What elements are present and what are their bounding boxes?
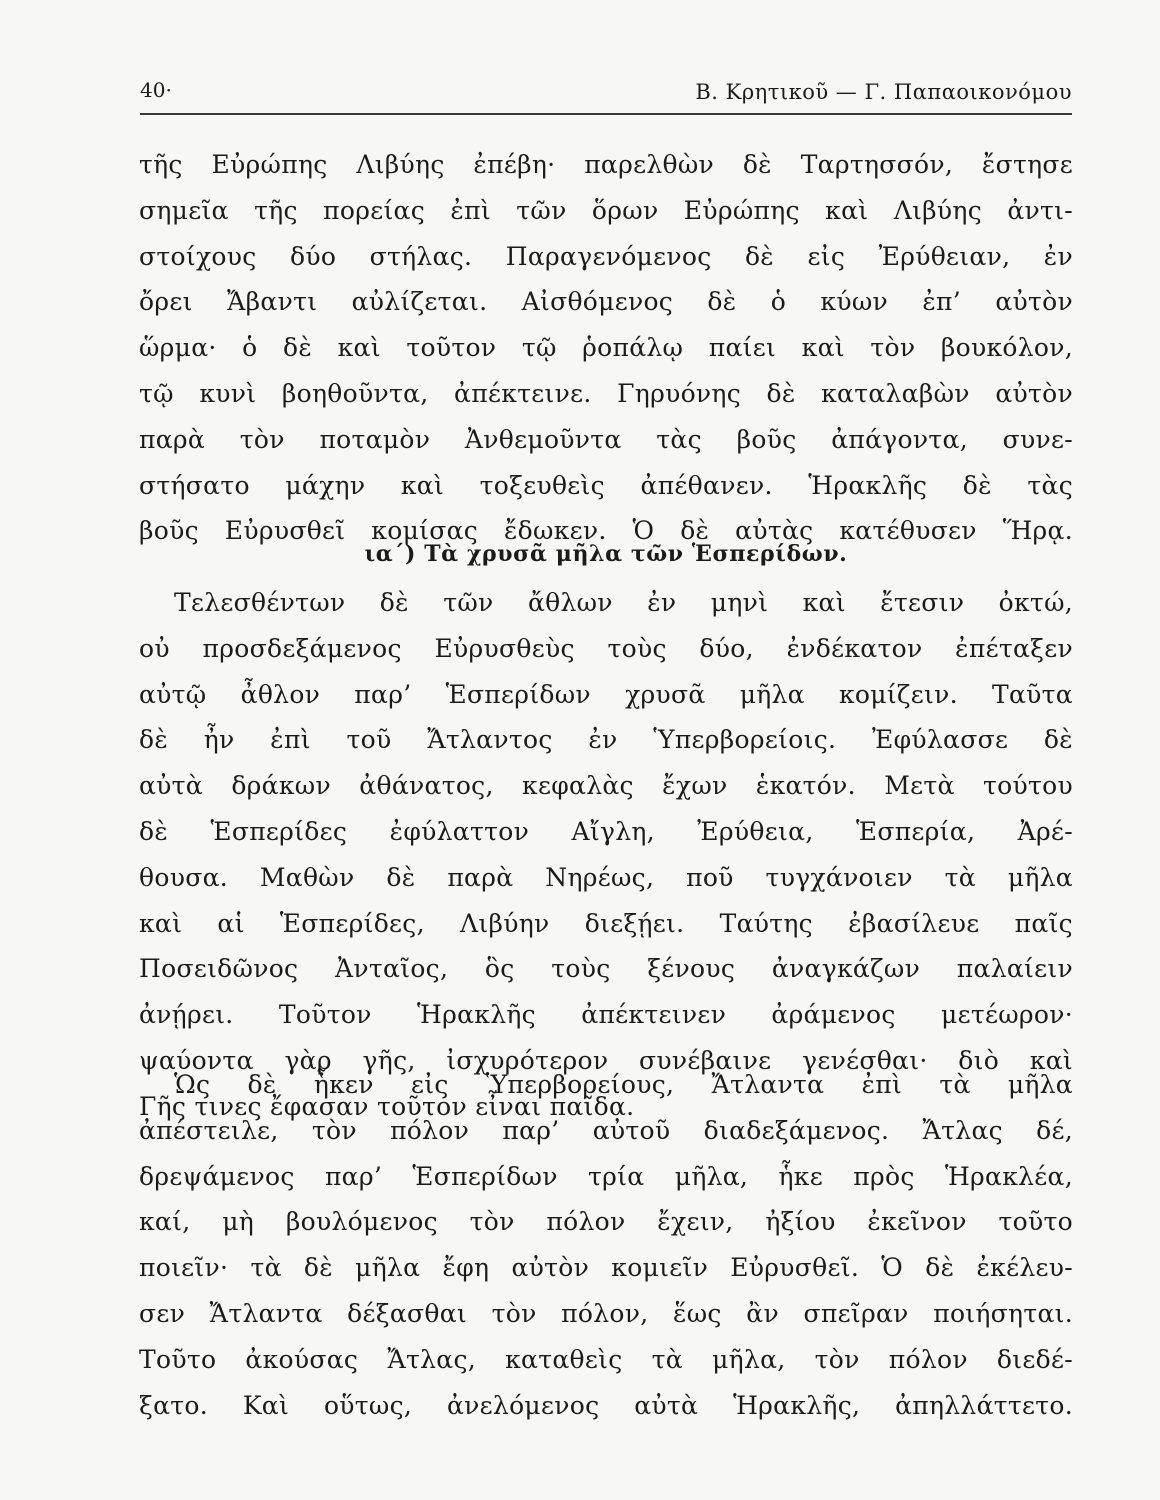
running-head: Β. Κρητικοῦ — Γ. Παπαοικονόμου bbox=[695, 80, 1072, 104]
paragraph-1 bbox=[139, 142, 1073, 554]
text-line: Ποσειδῶνος Ἀνταῖος, ὃς τοὺς ξένους ἀναγκάζων παλαίειν bbox=[139, 954, 1073, 984]
text-line: δὲ Ἑσπερίδες ἐφύλαττον Αἴγλη, Ἐρύθεια, Ἑσπερία, Ἀρέ- bbox=[139, 816, 1073, 846]
text-line: Τελεσθέντων δὲ τῶν ἄθλων ἐν μηνὶ καὶ ἔτεσιν ὀκτώ, bbox=[174, 588, 1073, 617]
page-header bbox=[140, 74, 1072, 110]
text-line: θουσα. Μαθὼν δὲ παρὰ Νηρέως, ποῦ τυγχάνοιεν τὰ μῆλα bbox=[139, 862, 1073, 892]
header-rule bbox=[140, 113, 1072, 115]
text-line: ὥρμα· ὁ δὲ καὶ τοῦτον τῷ ῥοπάλῳ παίει καὶ τὸν βουκόλον, bbox=[139, 333, 1073, 363]
text-line: παρὰ τὸν ποταμὸν Ἀνθεμοῦντα τὰς βοῦς ἀπάγοντα, συνε- bbox=[139, 424, 1073, 454]
text-line: αὐτὰ δράκων ἀθάνατος, κεφαλὰς ἔχων ἑκατόν. Μετὰ τούτου bbox=[139, 771, 1073, 801]
text-line: τῷ κυνὶ βοηθοῦντα, ἀπέκτεινε. Γηρυόνης δὲ καταλαβὼν αὐτὸν bbox=[139, 378, 1073, 408]
text-line: ποιεῖν· τὰ δὲ μῆλα ἔφη αὐτὸν κομιεῖν Εὐρυσθεῖ. Ὁ δὲ ἐκέλευ- bbox=[139, 1253, 1073, 1283]
text-line: καί, μὴ βουλόμενος τὸν πόλον ἔχειν, ἠξίου ἐκεῖνον τοῦτο bbox=[139, 1207, 1073, 1237]
text-line: βοῦς Εὐρυσθεῖ κομίσας ἔδωκεν. Ὁ δὲ αὐτὰς κατέθυσεν Ἥρᾳ. bbox=[139, 516, 1073, 546]
paragraph-3 bbox=[139, 1062, 1073, 1428]
text-line: σημεῖα τῆς πορείας ἐπὶ τῶν ὅρων Εὐρώπης καὶ Λιβύης ἀντι- bbox=[139, 195, 1073, 225]
text-line: δὲ ἦν ἐπὶ τοῦ Ἄτλαντος ἐν Ὑπερβορείοις. Ἐφύλασσε δὲ bbox=[139, 725, 1073, 755]
text-line: ὄρει Ἄβαντι αὐλίζεται. Αἰσθόμενος δὲ ὁ κύων ἐπ’ αὐτὸν bbox=[139, 287, 1073, 317]
text-line: σεν Ἄτλαντα δέξασθαι τὸν πόλον, ἕως ἂν σπεῖραν ποιήσηται. bbox=[139, 1298, 1073, 1328]
text-line: στοίχους δύο στήλας. Παραγενόμενος δὲ εἰς Ἐρύθειαν, ἐν bbox=[139, 241, 1073, 271]
text-line: αὐτῷ ἆθλον παρ’ Ἑσπερίδων χρυσᾶ μῆλα κομίζειν. Ταῦτα bbox=[139, 679, 1073, 709]
text-line: ἀνῄρει. Τοῦτον Ἡρακλῆς ἀπέκτεινεν ἀράμενος μετέωρον· bbox=[139, 1000, 1073, 1030]
text-line: Γῆς τινες ἔφασαν τοῦτον εἶναι παῖδα. bbox=[139, 1091, 635, 1121]
text-line: ψαύοντα γὰρ γῆς, ἰσχυρότερον συνέβαινε γενέσθαι· διὸ καὶ bbox=[139, 1045, 1073, 1075]
text-line: καὶ αἱ Ἑσπερίδες, Λιβύην διεξῄει. Ταύτης ἐβασίλευε παῖς bbox=[139, 908, 1073, 938]
text-line: οὐ προσδεξάμενος Εὐρυσθεὺς τοὺς δύο, ἐνδέκατον ἐπέταξεν bbox=[139, 633, 1073, 663]
text-line: δρεψάμενος παρ’ Ἑσπερίδων τρία μῆλα, ἧκε πρὸς Ἡρακλέα, bbox=[139, 1161, 1073, 1191]
text-line: Ὡς δὲ ἧκεν εἰς Ὑπερβορείους, Ἄτλαντα ἐπὶ τὰ μῆλα bbox=[174, 1070, 1073, 1099]
text-line: στήσατο μάχην καὶ τοξευθεὶς ἀπέθανεν. Ἡρακλῆς δὲ τὰς bbox=[139, 470, 1073, 500]
section-title: ια΄) Τὰ χρυσᾶ μῆλα τῶν Ἑσπερίδων. bbox=[364, 541, 848, 567]
text-line: ἀπέστειλε, τὸν πόλον παρ’ αὐτοῦ διαδεξάμενος. Ἄτλας δέ, bbox=[139, 1115, 1073, 1145]
paragraph-2 bbox=[139, 580, 1073, 1130]
text-line: τῆς Εὐρώπης Λιβύης ἐπέβη· παρελθὼν δὲ Ταρτησσόν, ἔστησε bbox=[139, 150, 1073, 179]
text-line: Τοῦτο ἀκούσας Ἄτλας, καταθεὶς τὰ μῆλα, τὸν πόλον διεδέ- bbox=[139, 1344, 1073, 1374]
page-number: 40· bbox=[140, 78, 172, 102]
text-line: ξατο. Καὶ οὕτως, ἀνελόμενος αὐτὰ Ἡρακλῆς, ἀπηλλάττετο. bbox=[139, 1390, 1073, 1420]
